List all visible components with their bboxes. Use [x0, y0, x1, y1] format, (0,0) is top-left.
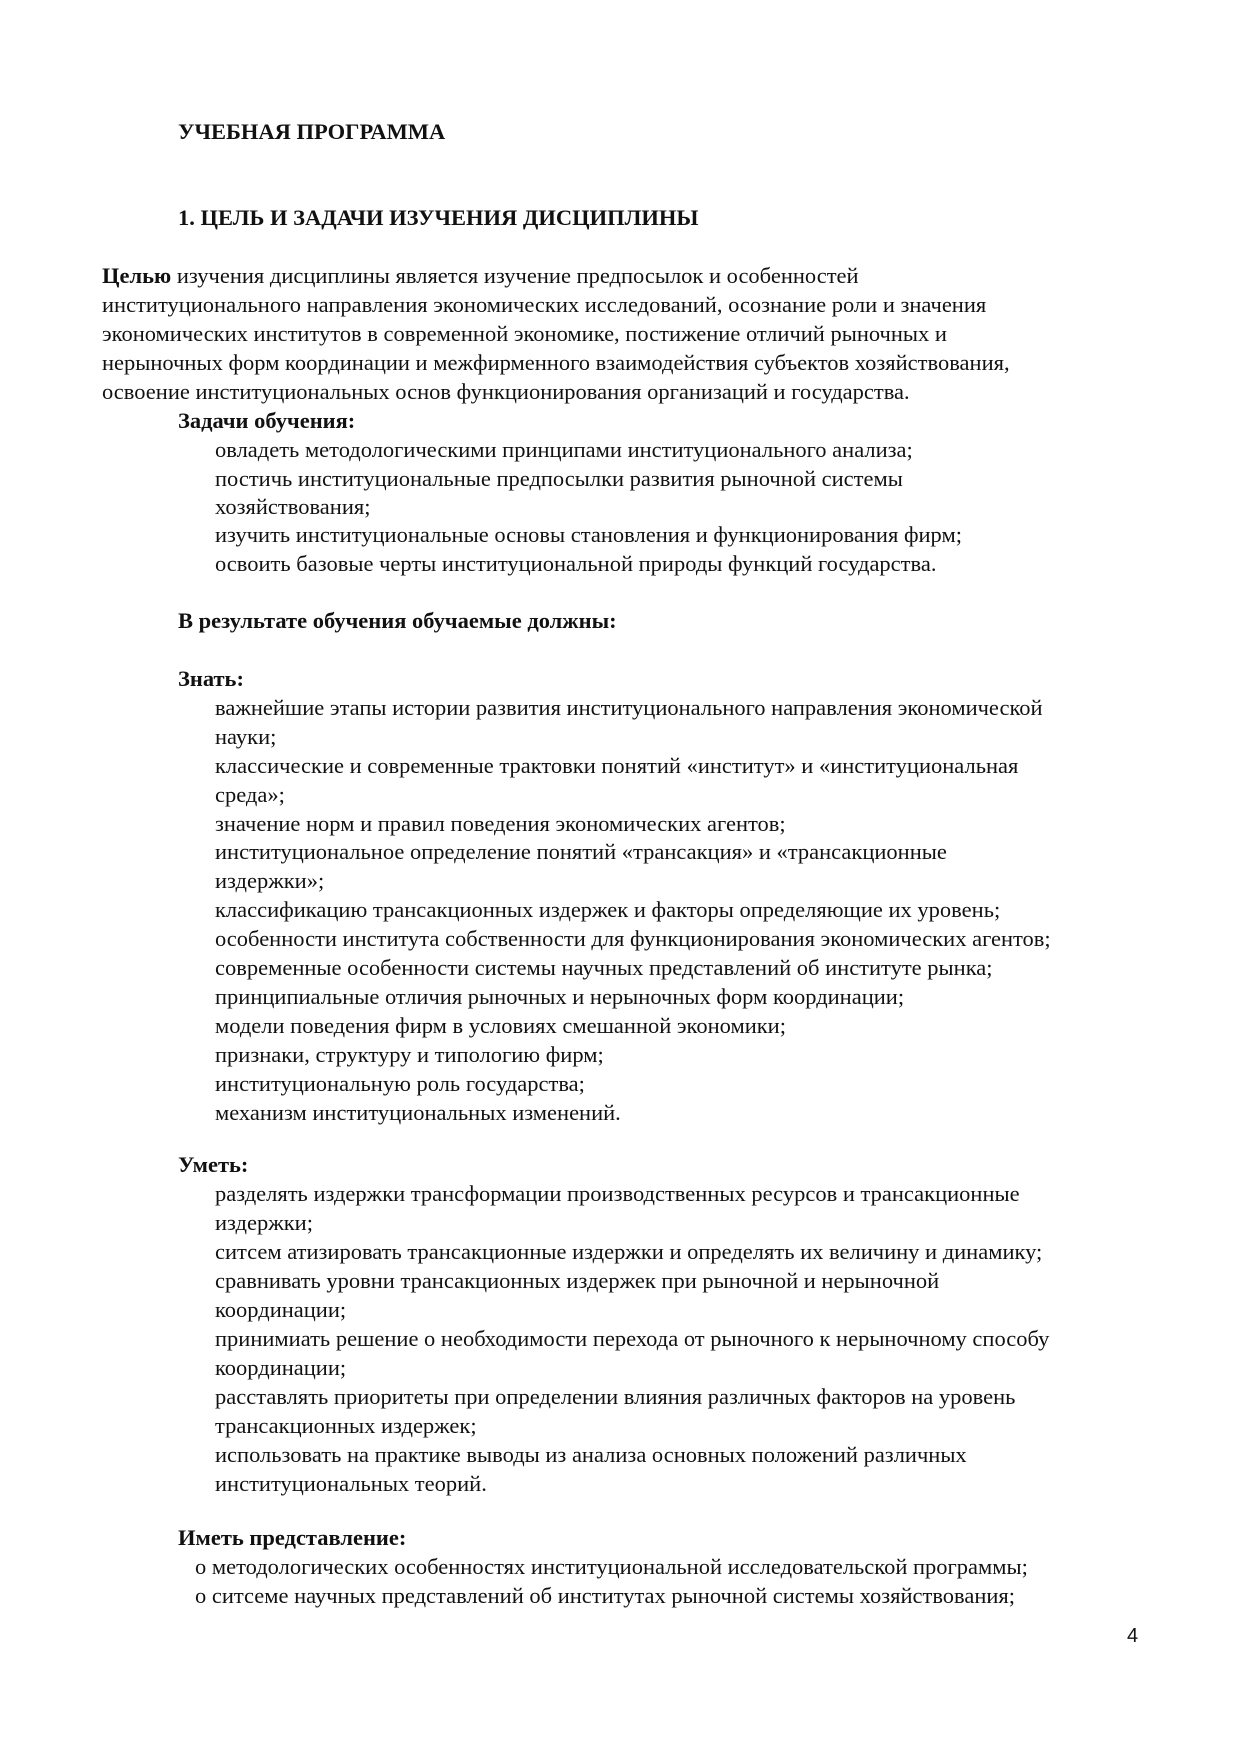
idea-line: о ситсеме научных представлений об институтах рыночной системы хозяйствования; [195, 1583, 1016, 1608]
can-line: издержки; [215, 1210, 313, 1235]
section-1-title: 1. ЦЕЛЬ И ЗАДАЧИ ИЗУЧЕНИЯ ДИСЦИПЛИНЫ [178, 205, 699, 230]
goal-line-1-text: изучения дисциплины является изучение предпосылок и особенностей [176, 263, 859, 288]
idea-line: о методологических особенностях институциональной исследовательской программы; [195, 1554, 1028, 1579]
know-line: классификацию трансакционных издержек и факторы определяющие их уровень; [215, 897, 1001, 922]
know-line: науки; [215, 724, 277, 749]
know-line: значение норм и правил поведения экономических агентов; [215, 811, 786, 836]
can-title: Уметь: [178, 1152, 249, 1177]
know-line: издержки»; [215, 868, 325, 893]
goal-line-3: экономических институтов в современной экономике, постижение отличий рыночных и [102, 321, 947, 346]
know-line: механизм институциональных изменений. [215, 1100, 621, 1125]
tasks-line: постичь институциональные предпосылки развития рыночной системы [215, 466, 903, 491]
goal-line-1 [102, 262, 859, 290]
results-title: В результате обучения обучаемые должны: [178, 608, 617, 633]
goal-line-4: нерыночных форм координации и межфирменного взаимодействия субъектов хозяйствования, [102, 350, 1010, 375]
goal-line-2: институционального направления экономических исследований, осознание роли и значения [102, 292, 987, 317]
know-line: особенности института собственности для функционирования экономических агентов; [215, 926, 1051, 951]
tasks-line: овладеть методологическими принципами институционального анализа; [215, 437, 913, 462]
know-line: модели поведения фирм в условиях смешанной экономики; [215, 1013, 786, 1038]
know-line: принципиальные отличия рыночных и нерыночных форм координации; [215, 984, 905, 1009]
know-line: среда»; [215, 782, 285, 807]
can-line: ситсем атизировать трансакционные издержки и определять их величину и динамику; [215, 1239, 1043, 1264]
tasks-line: освоить базовые черты институциональной природы функций государства. [215, 551, 937, 576]
know-line: признаки, структуру и типологию фирм; [215, 1042, 604, 1067]
know-title: Знать: [178, 666, 244, 691]
can-line: расставлять приоритеты при определении влияния различных факторов на уровень [215, 1384, 1016, 1409]
can-line: сравнивать уровни трансакционных издержек при рыночной и нерыночной [215, 1268, 940, 1293]
know-line: важнейшие этапы истории развития институционального направления экономической [215, 695, 1043, 720]
can-line: координации; [215, 1355, 347, 1380]
know-line: институциональное определение понятий «трансакция» и «трансакционные [215, 839, 947, 864]
can-line: трансакционных издержек; [215, 1413, 477, 1438]
goal-lead-word: Целью [102, 263, 172, 288]
can-line: институциональных теорий. [215, 1471, 487, 1496]
tasks-line: изучить институциональные основы становления и функционирования фирм; [215, 522, 962, 547]
can-line: принимиать решение о необходимости перехода от рыночного к нерыночному способу [215, 1326, 1050, 1351]
tasks-title: Задачи обучения: [178, 408, 356, 433]
can-line: разделять издержки трансформации производственных ресурсов и трансакционные [215, 1181, 1020, 1206]
can-line: координации; [215, 1297, 347, 1322]
document-heading: УЧЕБНАЯ ПРОГРАММА [178, 119, 446, 144]
know-line: современные особенности системы научных представлений об институте рынка; [215, 955, 993, 980]
know-line: институциональную роль государства; [215, 1071, 585, 1096]
page-number: 4 [1127, 1625, 1139, 1647]
know-line: классические и современные трактовки понятий «институт» и «институциональная [215, 753, 1019, 778]
goal-line-5: освоение институциональных основ функционирования организаций и государства. [102, 379, 910, 404]
tasks-line: хозяйствования; [215, 494, 371, 519]
idea-title: Иметь представление: [178, 1525, 407, 1550]
can-line: использовать на практике выводы из анализа основных положений различных [215, 1442, 967, 1467]
